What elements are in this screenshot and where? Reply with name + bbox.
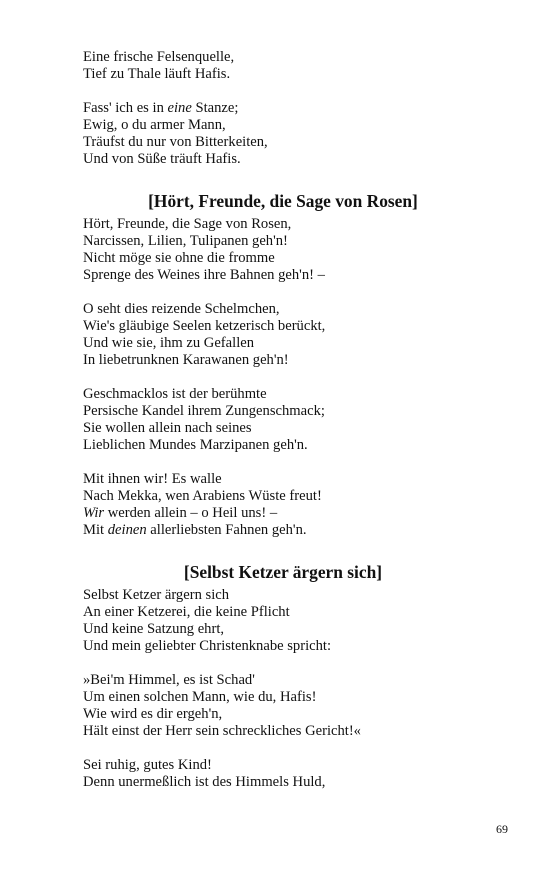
- verse-line: [83, 522, 483, 539]
- verse-line: [83, 151, 483, 168]
- verse-line: [83, 403, 483, 420]
- verse-line: [83, 66, 483, 83]
- verse-text: Persische Kandel ihrem Zungenschmack;: [83, 403, 325, 419]
- verse-text: Nach Mekka, wen Arabiens Wüste freut!: [83, 488, 322, 504]
- italic-word: deinen: [107, 522, 147, 538]
- stanza: [83, 49, 483, 83]
- verse-line: [83, 100, 483, 117]
- italic-word: Wir: [83, 505, 105, 521]
- verse-line: [83, 621, 483, 638]
- verse-line: [83, 706, 483, 723]
- poem-hoert-freunde: [83, 216, 483, 539]
- italic-word: eine: [167, 100, 192, 116]
- verse-text: Eine frische Felsenquelle,: [83, 49, 235, 65]
- verse-line: [83, 49, 483, 66]
- verse-text: Nicht möge sie ohne die fromme: [83, 250, 275, 266]
- verse-text: Wie's gläubige Seelen ketzerisch berückt,: [83, 318, 326, 334]
- stanza: [83, 672, 483, 740]
- stanza: [83, 100, 483, 168]
- verse-line: [83, 250, 483, 267]
- verse-text: Lieblichen Mundes Marzipanen geh'n.: [83, 437, 308, 453]
- verse-text: Und wie sie, ihm zu Gefallen: [83, 335, 255, 351]
- previous-poem-continuation: [83, 49, 483, 168]
- verse-line: [83, 774, 483, 791]
- verse-text: An einer Ketzerei, die keine Pflicht: [83, 604, 290, 620]
- verse-line: [83, 386, 483, 403]
- verse-text: Wie wird es dir ergeh'n,: [83, 706, 223, 722]
- page-body: [83, 49, 483, 808]
- verse-line: [83, 638, 483, 655]
- verse-line: [83, 335, 483, 352]
- verse-text: Um einen solchen Mann, wie du, Hafis!: [83, 689, 317, 705]
- verse-text: Sie wollen allein nach seines: [83, 420, 252, 436]
- verse-line: [83, 723, 483, 740]
- verse-text: Selbst Ketzer ärgern sich: [83, 587, 230, 603]
- verse-text: Und keine Satzung ehrt,: [83, 621, 225, 637]
- stanza: [83, 587, 483, 655]
- verse-text: Stanze;: [191, 100, 239, 116]
- verse-line: [83, 420, 483, 437]
- verse-line: [83, 689, 483, 706]
- stanza: [83, 216, 483, 284]
- stanza: [83, 471, 483, 539]
- poem-title-hoert-freunde: [Hört, Freunde, die Sage von Rosen]: [148, 191, 418, 211]
- verse-text: Träufst du nur von Bitterkeiten,: [83, 134, 268, 150]
- stanza: [83, 757, 483, 791]
- page-number: 69: [496, 822, 508, 836]
- verse-text: Fass' ich es in: [83, 100, 168, 116]
- stanza: [83, 301, 483, 369]
- verse-text: In liebetrunknen Karawanen geh'n!: [83, 352, 289, 368]
- verse-line: [83, 134, 483, 151]
- stanza: [83, 386, 483, 454]
- verse-line: [83, 318, 483, 335]
- verse-line: [83, 488, 483, 505]
- verse-text: Hört, Freunde, die Sage von Rosen,: [83, 216, 292, 232]
- verse-line: [83, 117, 483, 134]
- verse-text: Sprenge des Weines ihre Bahnen geh'n! –: [83, 267, 325, 283]
- verse-line: [83, 587, 483, 604]
- verse-text: Tief zu Thale läuft Hafis.: [83, 66, 231, 82]
- verse-line: [83, 267, 483, 284]
- verse-text: Ewig, o du armer Mann,: [83, 117, 226, 133]
- verse-line: [83, 216, 483, 233]
- verse-text: Hält einst der Herr sein schreckliches Gericht!«: [83, 723, 361, 739]
- verse-line: [83, 471, 483, 488]
- verse-line: [83, 233, 483, 250]
- verse-line: [83, 352, 483, 369]
- verse-text: Mit ihnen wir! Es walle: [83, 471, 222, 487]
- verse-line: [83, 757, 483, 774]
- verse-text: Sei ruhig, gutes Kind!: [83, 757, 212, 773]
- verse-text: Geschmacklos ist der berühmte: [83, 386, 267, 402]
- verse-line: [83, 672, 483, 689]
- verse-text: Mit: [83, 522, 108, 538]
- verse-text: Und von Süße träuft Hafis.: [83, 151, 241, 167]
- verse-text: »Bei'm Himmel, es ist Schad': [83, 672, 255, 688]
- verse-line: [83, 505, 483, 522]
- verse-line: [83, 301, 483, 318]
- poem-title-selbst-ketzer: [Selbst Ketzer ärgern sich]: [183, 562, 383, 582]
- poem-selbst-ketzer: [83, 587, 483, 791]
- verse-text: O seht dies reizende Schelmchen,: [83, 301, 280, 317]
- verse-line: [83, 437, 483, 454]
- verse-text: allerliebsten Fahnen geh'n.: [146, 522, 307, 538]
- verse-line: [83, 604, 483, 621]
- verse-text: Narcissen, Lilien, Tulipanen geh'n!: [83, 233, 288, 249]
- verse-text: werden allein – o Heil uns! –: [104, 505, 278, 521]
- verse-text: Und mein geliebter Christenknabe spricht:: [83, 638, 332, 654]
- verse-text: Denn unermeßlich ist des Himmels Huld,: [83, 774, 326, 790]
